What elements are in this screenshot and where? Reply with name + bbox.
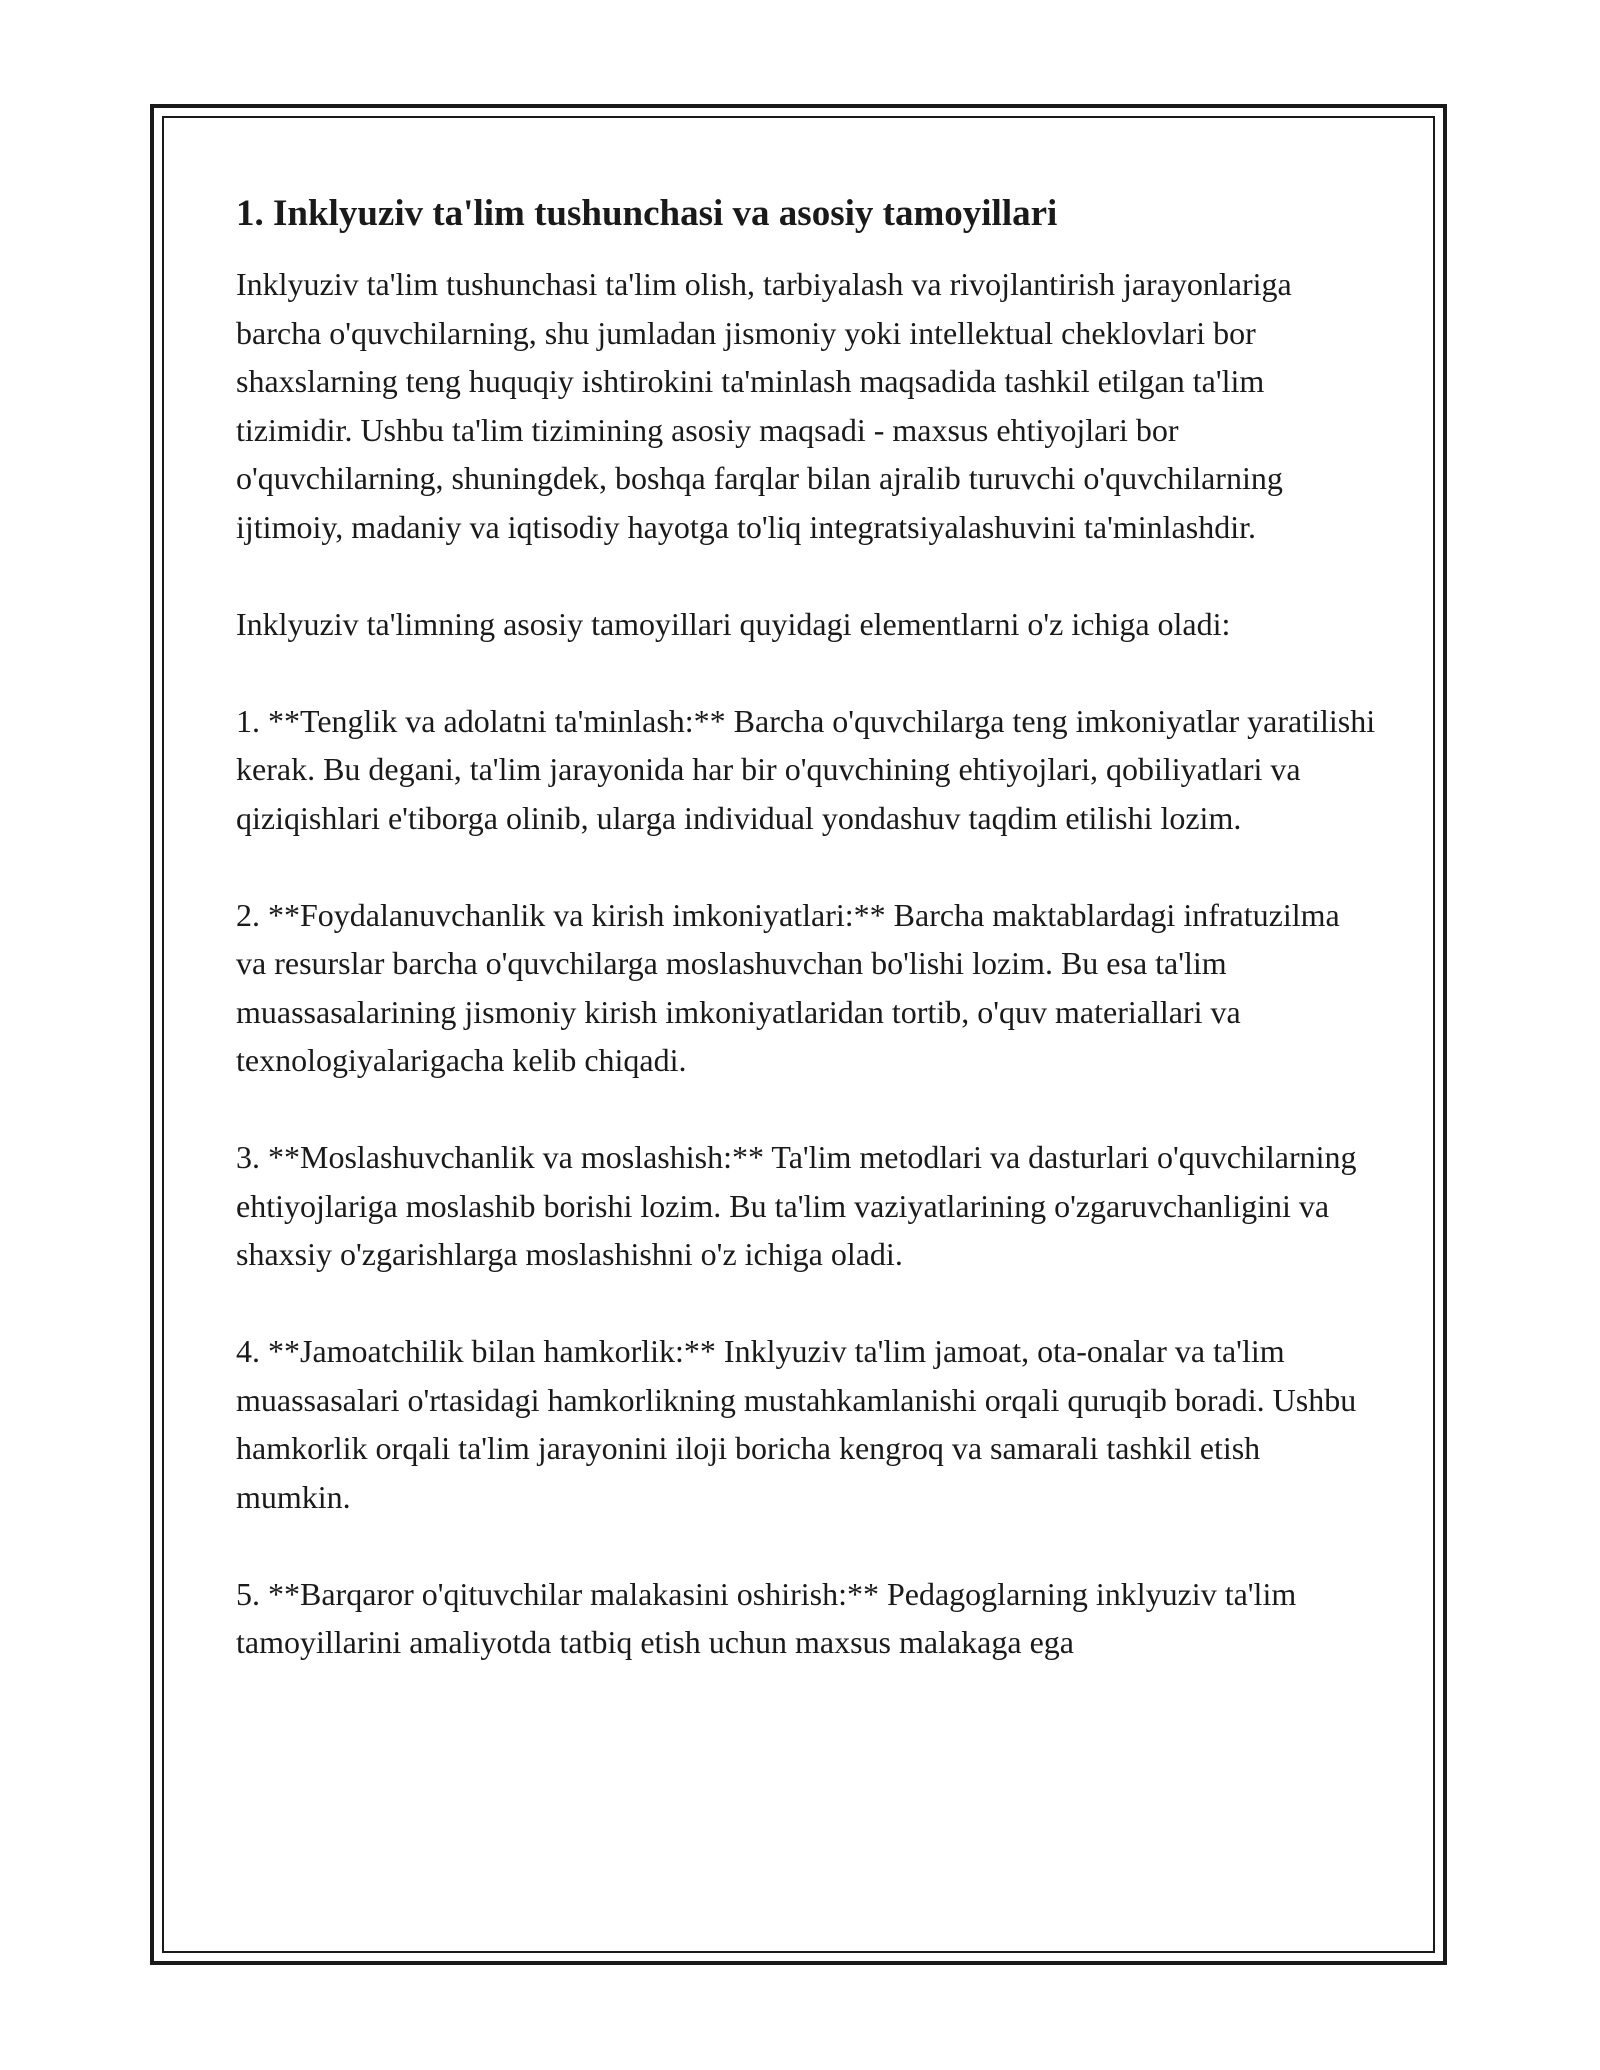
paragraph-principle-1: 1. **Tenglik va adolatni ta'minlash:** Barcha o'quvchilarga teng imkoniyatlar yaratilishi kerak. Bu degani, ta'lim jarayonida har bir o'quvchining ehtiyojlari, qobiliyatlari va qiziqishlari e'tiborga olinib, ularga individual yondashuv taqdim etilishi lozim. xyxy=(236,702,1376,836)
paragraph-principle-3: 3. **Moslashuvchanlik va moslashish:** Ta'lim metodlari va dasturlari o'quvchilarning ehtiyojlariga moslashib borishi lozim. Bu ta'lim vaziyatlarining o'zgaruvchanligini va shaxsiy o'zgarishlarga moslashishni o'z ichiga oladi. xyxy=(236,1139,1357,1272)
paragraph-principles-lead: Inklyuziv ta'limning asosiy tamoyillari quyidagi elementlarni o'z ichiga oladi: xyxy=(236,605,1231,642)
document-body xyxy=(236,188,1376,1667)
paragraph-principle-2: 2. **Foydalanuvchanlik va kirish imkoniyatlari:** Barcha maktablardagi infratuzilma va resurslar barcha o'quvchilarga moslashuvchan bo'lishi lozim. Bu esa ta'lim muassasalarining jismoniy kirish imkoniyatlaridan tortib, o'quv materiallari va texnologiyalarigacha kelib chiqadi. xyxy=(236,896,1340,1078)
paragraph-intro: Inklyuziv ta'lim tushunchasi ta'lim olish, tarbiyalash va rivojlantirish jarayonlariga barcha o'quvchilarning, shu jumladan jismoniy yoki intellektual cheklovlari bor shaxslarning teng huquqiy ishtirokini ta'minlash maqsadida tashkil etilgan ta'lim tizimidir. Ushbu ta'lim tizimining asosiy maqsadi - maxsus ehtiyojlari bor o'quvchilarning, shuningdek, boshqa farqlar bilan ajralib turuvchi o'quvchilarning ijtimoiy, madaniy va iqtisodiy hayotga to'liq integratsiyalashuvini ta'minlashdir. xyxy=(236,266,1292,545)
section-heading: 1. Inklyuziv ta'lim tushunchasi va asosiy tamoyillari xyxy=(236,193,1058,234)
paragraph-principle-4: 4. **Jamoatchilik bilan hamkorlik:** Inklyuziv ta'lim jamoat, ota-onalar va ta'lim muassasalari o'rtasidagi hamkorlikning mustahkamlanishi orqali quruqib boradi. Ushbu hamkorlik orqali ta'lim jarayonini iloji boricha kengroq va samarali tashkil etish mumkin. xyxy=(236,1333,1357,1515)
paragraph-principle-5: 5. **Barqaror o'qituvchilar malakasini oshirish:** Pedagoglarning inklyuziv ta'lim tamoyillarini amaliyotda tatbiq etish uchun maxsus malakaga ega xyxy=(236,1575,1297,1660)
